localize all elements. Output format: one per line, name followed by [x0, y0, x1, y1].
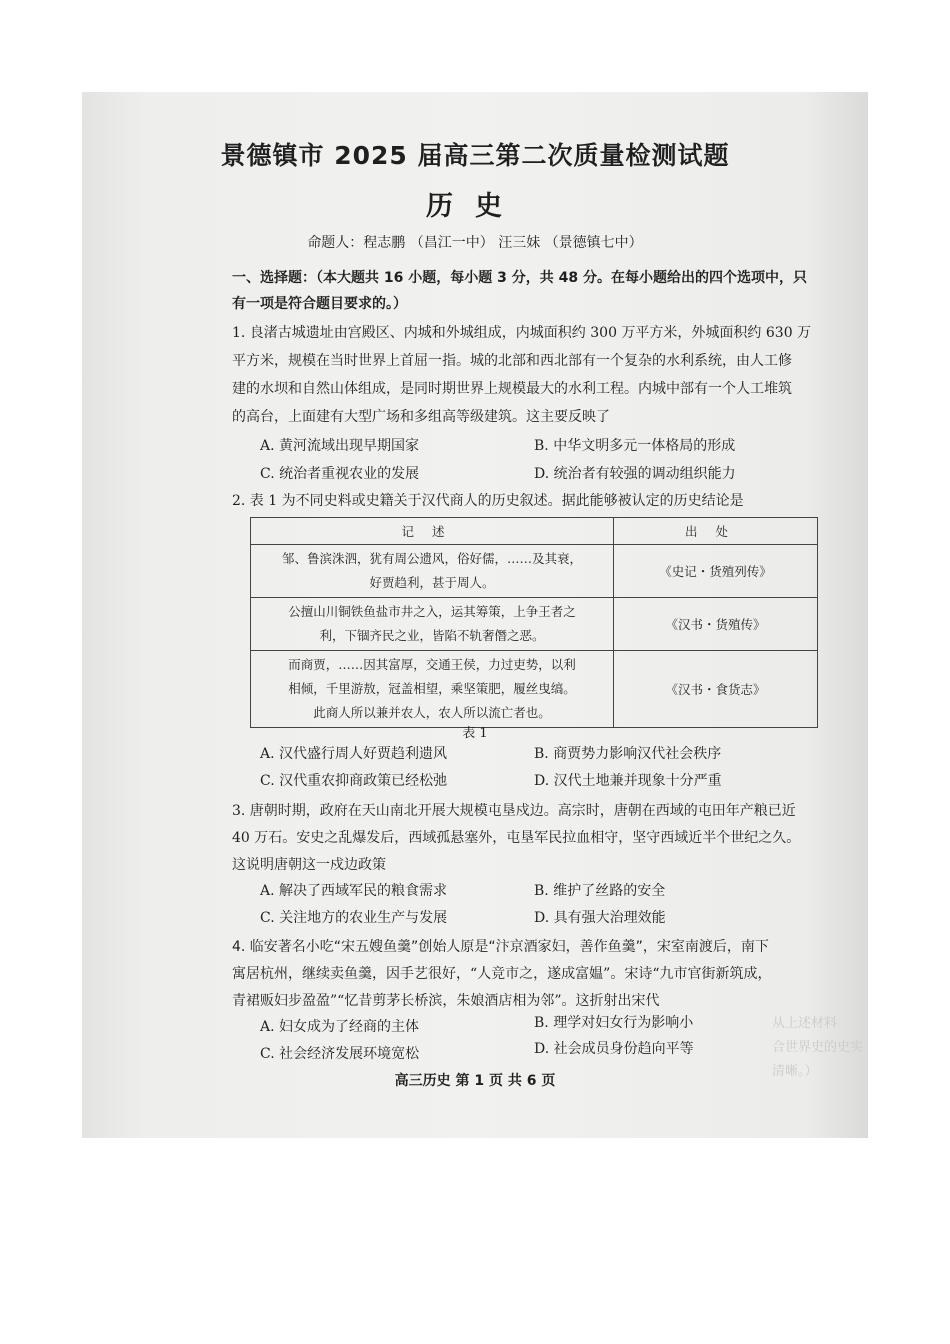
q3-stem-line: 40 万石。安史之乱爆发后，西域孤悬塞外，屯垦军民拉血相守，坚守西域近半个世纪之久。	[232, 830, 801, 846]
table-cell-record: 而商贾，……因其富厚，交通王侯，力过吏势，以利 相倾，千里游敖，冠盖相望，乘坚策肥，履丝曳缟。 此商人所以兼并农人，农人所以流亡者也。	[251, 651, 614, 728]
table-cell-record: 邹、鲁滨洙泗，犹有周公遗风，俗好儒，……及其衰， 好贾趋利，甚于周人。	[251, 545, 614, 598]
q2-option-d: D. 汉代土地兼并现象十分严重	[534, 773, 722, 789]
table-row	[251, 545, 818, 598]
q2-option-b: B. 商贾势力影响汉代社会秩序	[534, 746, 722, 762]
q1-stem-line: 平方米，规模在当时世界上首屈一指。城的北部和西北部有一个复杂的水利系统，由人工修	[232, 353, 792, 369]
section-heading: 有一项是符合题目要求的。）	[232, 296, 407, 312]
exam-page-photo	[82, 92, 868, 1138]
q2-option-c: C. 汉代重农抑商政策已经松弛	[260, 773, 448, 789]
q2-option-a: A. 汉代盛行周人好贾趋利遗风	[260, 746, 448, 762]
table-header-record: 记述	[251, 518, 614, 545]
q4-option-a: A. 妇女成为了经商的主体	[260, 1019, 420, 1035]
q3-stem-line: 这说明唐朝这一戍边政策	[232, 857, 386, 873]
q3-option-c: C. 关注地方的农业生产与发展	[260, 910, 448, 926]
bleed-text: 清晰。）	[772, 1064, 818, 1079]
q1-option-c: C. 统治者重视农业的发展	[260, 466, 420, 482]
q3-stem-line: 3. 唐朝时期，政府在天山南北开展大规模屯垦戍边。高宗时，唐朝在西域的屯田年产粮已近	[232, 803, 796, 819]
table-cell-source: 《汉书・货殖传》	[614, 598, 818, 651]
q3-option-d: D. 具有强大治理效能	[534, 910, 666, 926]
q2-stem: 2. 表 1 为不同史料或史籍关于汉代商人的历史叙述。据此能够被认定的历史结论是	[232, 493, 744, 509]
table-caption: 表 1	[462, 726, 488, 741]
q1-option-b: B. 中华文明多元一体格局的形成	[534, 438, 736, 454]
bleed-text: 从上述材料	[772, 1016, 838, 1031]
exam-title: 景德镇市 2025 届高三第二次质量检测试题	[220, 141, 730, 170]
q4-option-d: D. 社会成员身份趋向平等	[534, 1041, 694, 1057]
q3-option-b: B. 维护了丝路的安全	[534, 883, 666, 899]
q4-option-b: B. 理学对妇女行为影响小	[534, 1015, 694, 1031]
q1-stem-line: 1. 良渚古城遗址由宫殿区、内城和外城组成，内城面积约 300 万平方米，外城面积约 630 万	[232, 325, 812, 341]
q1-option-a: A. 黄河流域出现早期国家	[260, 438, 420, 454]
table-cell-source: 《史记・货殖列传》	[614, 545, 818, 598]
q4-stem-line: 寓居杭州，继续卖鱼羹，因手艺很好，“人竞市之，遂成富媪”。宋诗“九市官街新筑成，	[232, 966, 772, 982]
subject-title: 历史	[426, 191, 524, 222]
bleed-text: 合世界史的史实	[772, 1040, 864, 1055]
table-1	[250, 517, 818, 728]
section-heading: 一、选择题：（本大题共 16 小题，每小题 3 分，共 48 分。在每小题给出的四个选项中，只	[232, 270, 807, 286]
q1-stem-line: 建的水坝和自然山体组成，是同时期世界上规模最大的水利工程。内城中部有一个人工堆筑	[232, 381, 792, 397]
table-cell-record: 公擅山川铜铁鱼盐市井之入，运其筹策，上争王者之 利，下锢齐民之业，皆陷不轨奢僭之恶。	[251, 598, 614, 651]
q4-stem-line: 4. 临安著名小吃“宋五嫂鱼羹”创始人原是“汴京酒家妇，善作鱼羹”，宋室南渡后，南下	[232, 939, 769, 955]
table-header-source: 出处	[614, 518, 818, 545]
q3-option-a: A. 解决了西域军民的粮食需求	[260, 883, 448, 899]
authors-line: 命题人：程志鹏 （昌江一中） 汪三妹 （景德镇七中）	[307, 235, 643, 251]
table-cell-source: 《汉书・食货志》	[614, 651, 818, 728]
table-row	[251, 598, 818, 651]
table-row	[251, 651, 818, 728]
page-footer: 高三历史 第 1 页 共 6 页	[394, 1073, 556, 1089]
q1-option-d: D. 统治者有较强的调动组织能力	[534, 466, 736, 482]
q4-option-c: C. 社会经济发展环境宽松	[260, 1046, 420, 1062]
q4-stem-line: 青裙贩妇步盈盈”“忆昔剪茅长桥滨，朱娘酒店相为邻”。这折射出宋代	[232, 993, 660, 1009]
q1-stem-line: 的高台，上面建有大型广场和多组高等级建筑。这主要反映了	[232, 409, 610, 425]
